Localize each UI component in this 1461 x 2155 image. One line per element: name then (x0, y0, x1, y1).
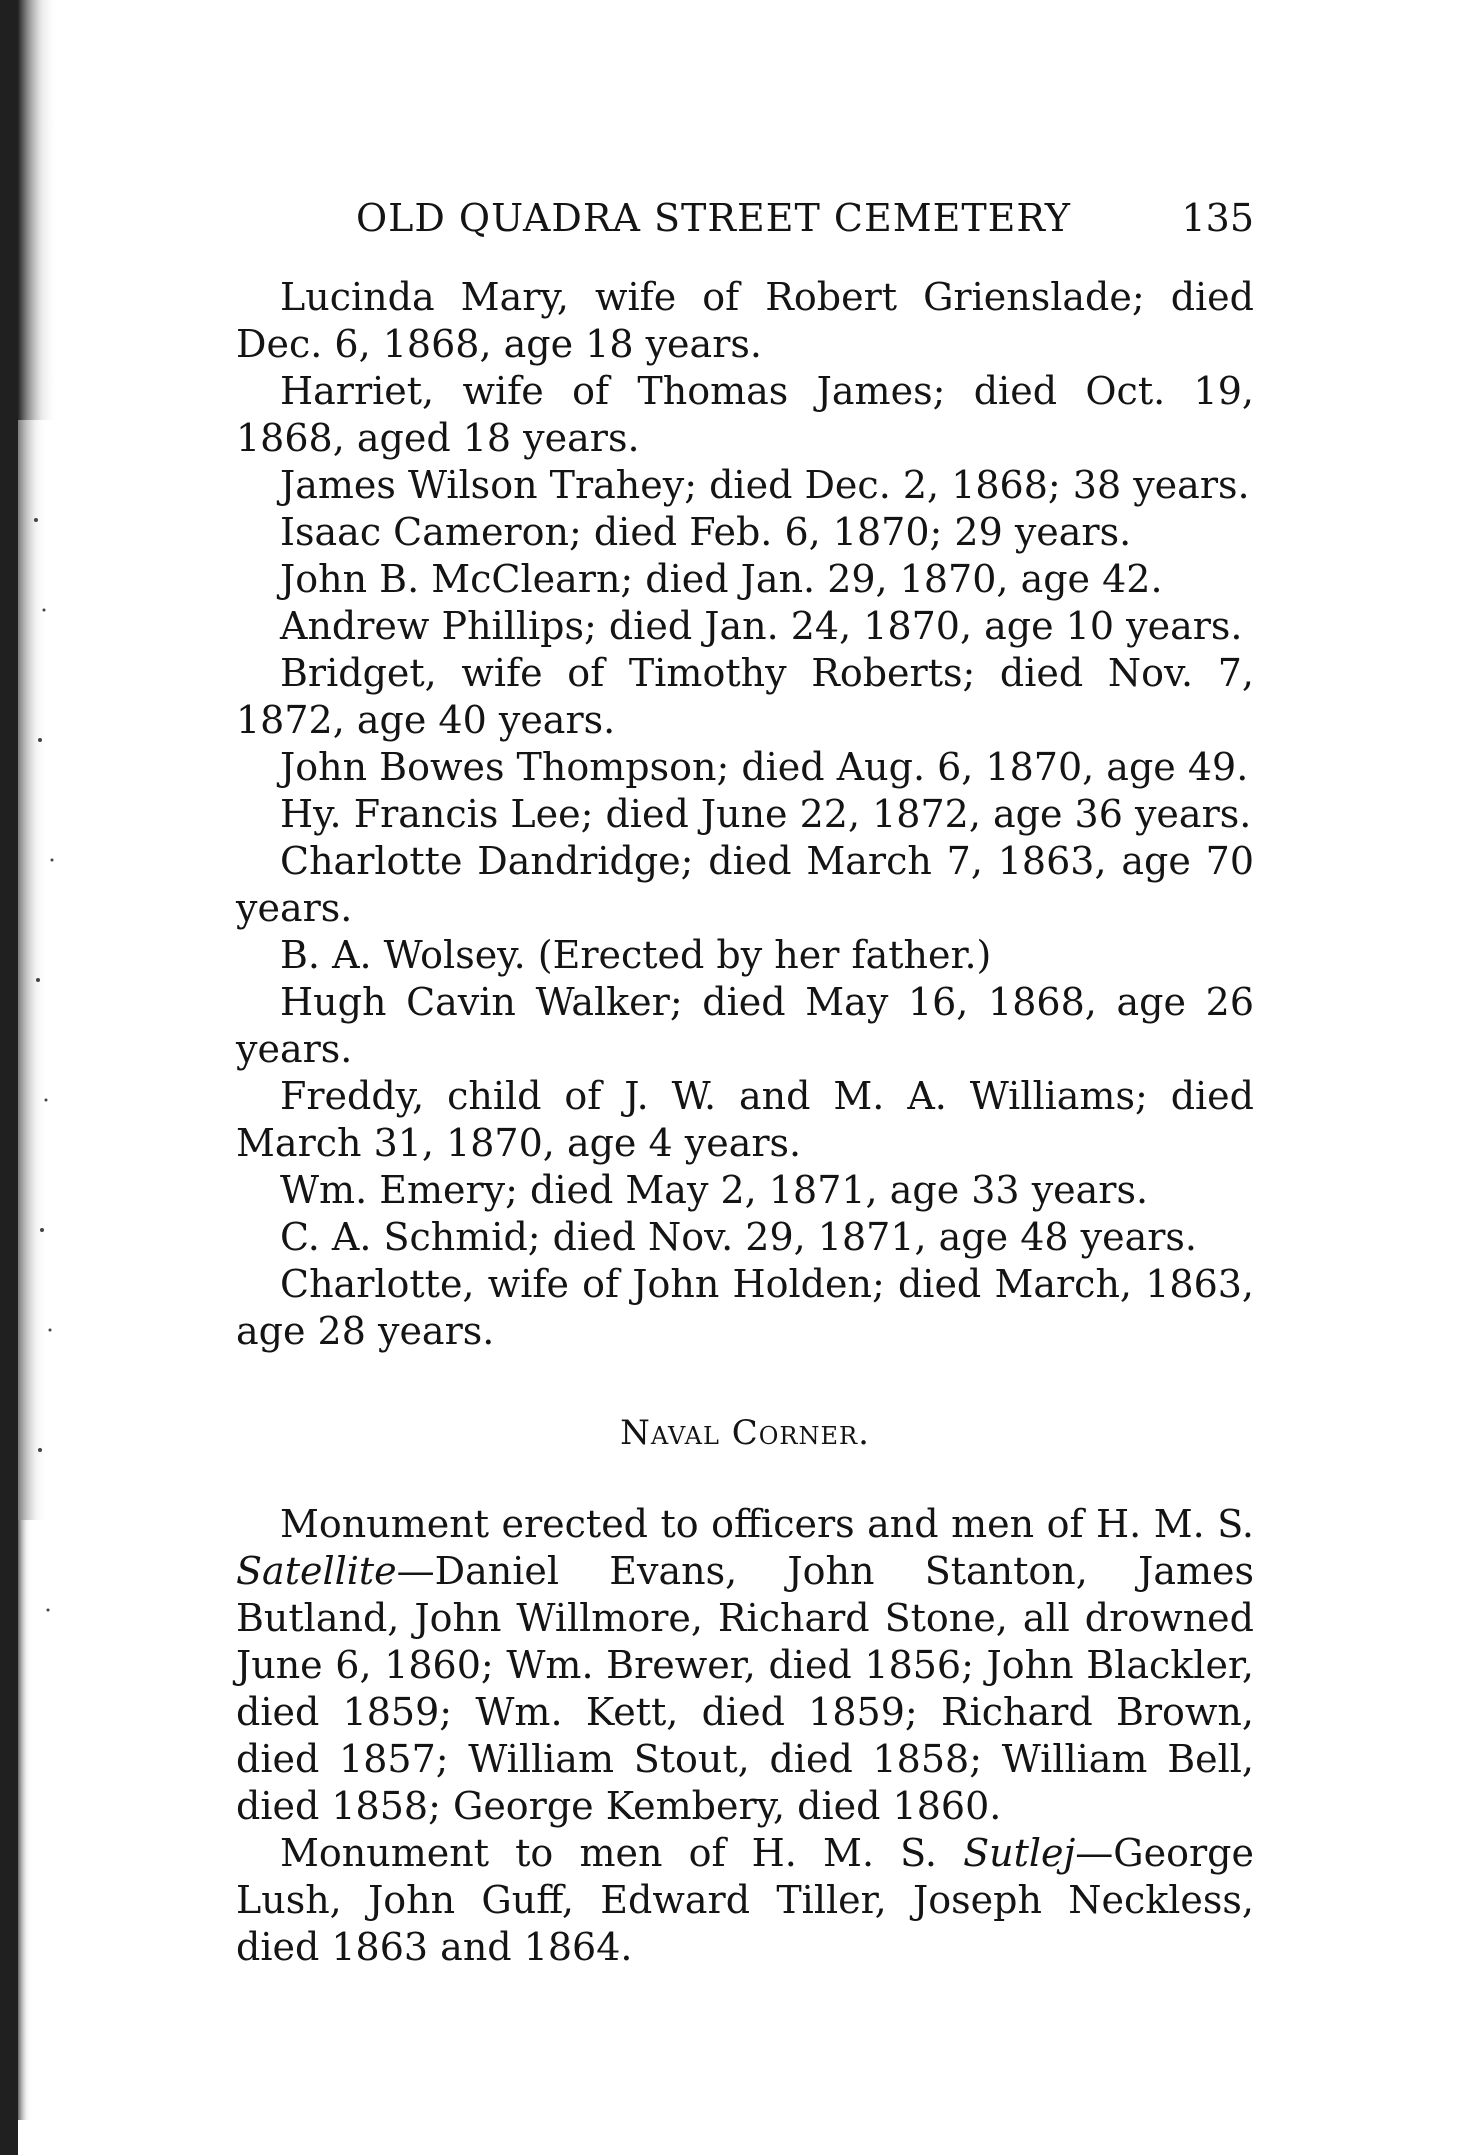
book-page (236, 196, 1254, 1971)
burial-entry: Bridget, wife of Timothy Roberts; died Nov. 7, 1872, age 40 years. (236, 651, 1254, 742)
sutlej-monument-paragraph (236, 1830, 1254, 1971)
burial-entry: Hugh Cavin Walker; died May 16, 1868, age 26 years. (236, 980, 1254, 1071)
burial-entry: Isaac Cameron; died Feb. 6, 1870; 29 years. (280, 510, 1132, 554)
burial-entry: Wm. Emery; died May 2, 1871, age 33 years. (280, 1168, 1149, 1212)
burial-entry: John Bowes Thompson; died Aug. 6, 1870, age 49. (280, 745, 1249, 789)
burial-entry: John B. McClearn; died Jan. 29, 1870, age 42. (280, 557, 1163, 601)
page-number: 135 (1181, 196, 1254, 240)
satellite-names-text: —Daniel Evans, John Stanton, James Butland, John Willmore, Richard Stone, all drowned June 6, 1860; Wm. Brewer, died 1856; John Blackler, died 1859; Wm. Kett, died 1859; Richard Brown, died 1857; William Stout, died 1858; William Bell, died 1858; George Kembery, died 1860. (236, 1549, 1254, 1828)
burial-entry: B. A. Wolsey. (Erected by her father.) (280, 933, 992, 977)
burial-entry: Lucinda Mary, wife of Robert Grienslade; died Dec. 6, 1868, age 18 years. (236, 275, 1254, 366)
ship-name-satellite: Satellite (236, 1549, 397, 1593)
ship-name-sutlej: Sutlej (963, 1831, 1076, 1875)
burial-entry: Andrew Phillips; died Jan. 24, 1870, age 10 years. (280, 604, 1243, 648)
burial-entry: Charlotte, wife of John Holden; died March, 1863, age 28 years. (236, 1262, 1254, 1353)
satellite-monument-paragraph (236, 1501, 1254, 1830)
burial-entry: Harriet, wife of Thomas James; died Oct. 19, 1868, aged 18 years. (236, 369, 1254, 460)
sutlej-lead-text: Monument to men of H. M. S. (280, 1831, 937, 1875)
burial-entry: James Wilson Trahey; died Dec. 2, 1868; 38 years. (280, 463, 1250, 507)
binding-edge-shadow (0, 0, 90, 2155)
running-head-title: OLD QUADRA STREET CEMETERY (356, 196, 1071, 240)
burial-entry: Freddy, child of J. W. and M. A. Williams; died March 31, 1870, age 4 years. (236, 1074, 1254, 1165)
burial-entry: Hy. Francis Lee; died June 22, 1872, age 36 years. (280, 792, 1252, 836)
burial-entry: Charlotte Dandridge; died March 7, 1863, age 70 years. (236, 839, 1254, 930)
running-head (236, 196, 1254, 240)
satellite-lead-text: Monument erected to officers and men of H. M. S. (280, 1502, 1254, 1546)
sutlej-names-text: —George Lush, John Guff, Edward Tiller, Joseph Neckless, died 1863 and 1864. (236, 1831, 1254, 1969)
burial-entry: C. A. Schmid; died Nov. 29, 1871, age 48 years. (280, 1215, 1197, 1259)
burial-entries-list (236, 274, 1254, 1355)
section-heading-naval-corner: Naval Corner. (620, 1413, 870, 1453)
